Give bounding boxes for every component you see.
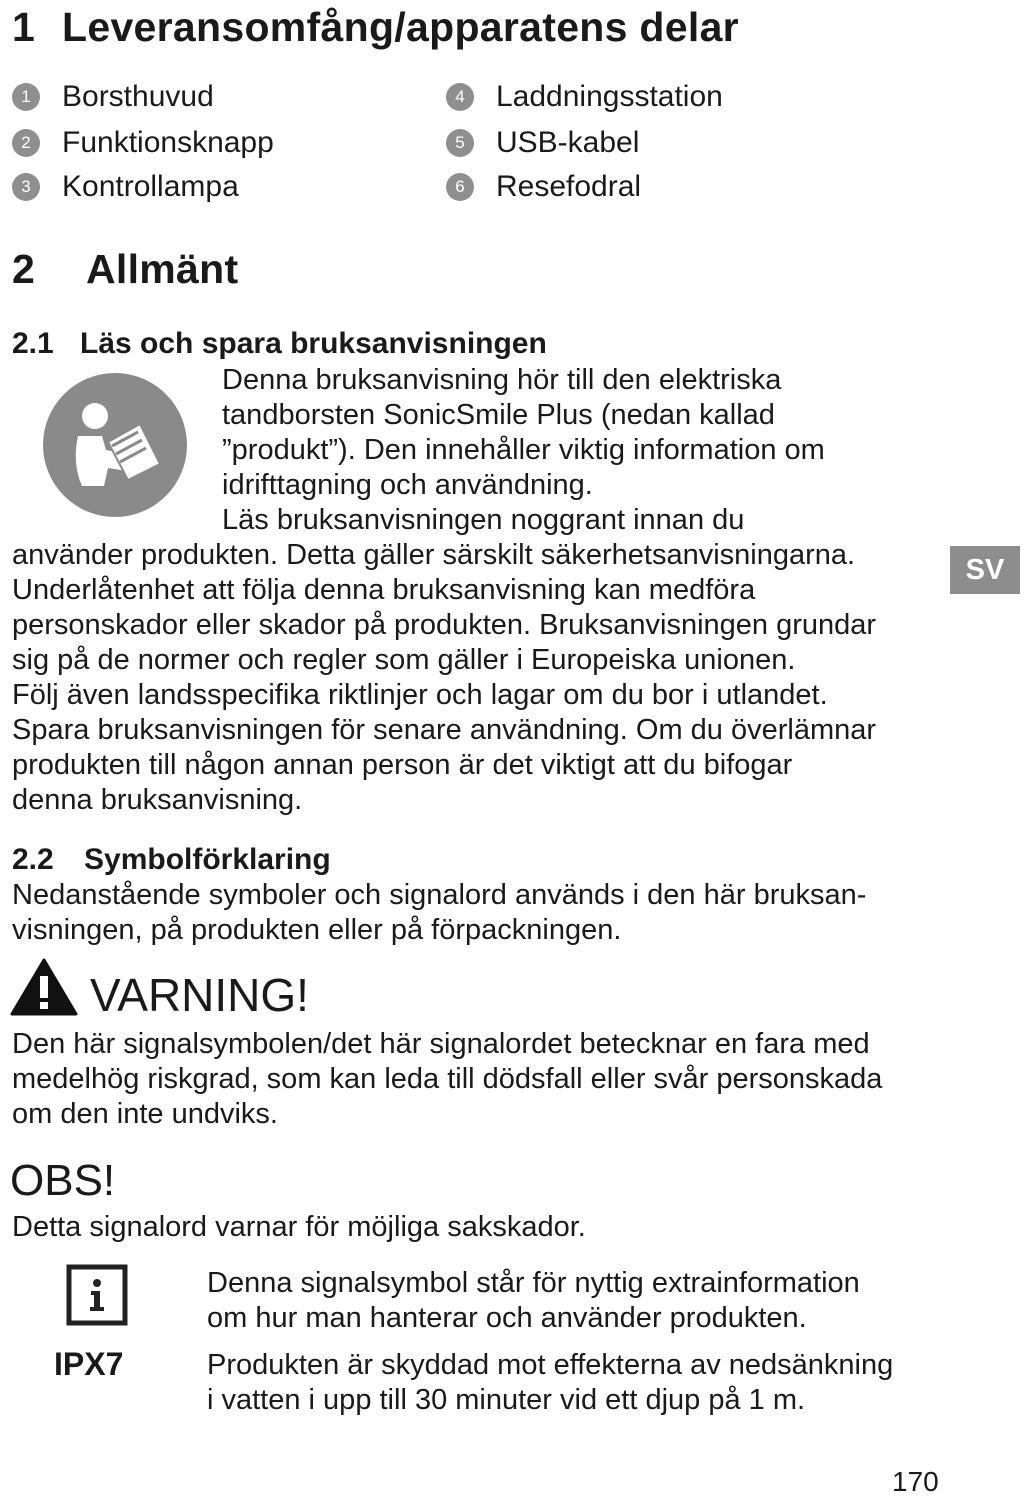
subsection-number: 2.1 — [12, 327, 54, 360]
part-number-badge: 2 — [12, 129, 40, 157]
text-line: Spara bruksanvisningen för senare användning. Om du överlämnar — [12, 714, 877, 746]
part-number-badge: 1 — [12, 83, 40, 111]
part-label: Kontrollampa — [62, 170, 239, 203]
text-line: sig på de normer och regler som gäller i Europeiska unionen. — [12, 644, 796, 676]
text-line: Produkten är skyddad mot effekterna av nedsänkning — [207, 1349, 894, 1381]
part-item-6 — [446, 170, 641, 204]
text-line: Underlåtenhet att följa denna bruksanvisning kan medföra — [12, 574, 756, 606]
part-number-badge: 4 — [446, 83, 474, 111]
section-number: 2 — [12, 246, 36, 292]
part-label: Funktionsknapp — [62, 126, 274, 159]
subsection-2-1-heading — [12, 327, 547, 361]
ipx7-text — [207, 1348, 893, 1418]
part-label: Borsthuvud — [62, 80, 214, 113]
text-line: Nedanstående symboler och signalord används i den här bruksan- — [12, 879, 867, 911]
part-label: Resefodral — [496, 170, 642, 203]
section-title: Leveransomfång/apparatens delar — [62, 4, 739, 50]
text-line: idrifttagning och användning. — [222, 469, 593, 501]
warning-title: VARNING! — [90, 969, 309, 1021]
text-line: produkten till någon annan person är det viktigt att du bifogar — [12, 749, 793, 781]
text-line: i vatten i upp till 30 minuter vid ett djup på 1 m. — [207, 1384, 806, 1416]
text-line: Denna signalsymbol står för nyttig extrainformation — [207, 1267, 860, 1299]
text-line: använder produkten. Detta gäller särskilt säkerhetsanvisningarna. — [12, 539, 856, 571]
language-tab: SV — [950, 546, 1020, 594]
notice-text: Detta signalord varnar för möjliga sakskador. — [12, 1211, 586, 1243]
text-line: ”produkt”). Den innehåller viktig information om — [222, 434, 825, 466]
text-line: Läs bruksanvisningen noggrant innan du — [222, 504, 745, 536]
warning-triangle-icon — [10, 958, 78, 1016]
subsection-2-2-heading — [12, 843, 331, 877]
read-manual-icon — [42, 372, 188, 518]
section-title: Allmänt — [86, 246, 239, 292]
text-line: om den inte undviks. — [12, 1098, 278, 1130]
subsection-title: Symbolförklaring — [84, 843, 331, 876]
info-icon — [66, 1264, 128, 1326]
part-number-badge: 3 — [12, 173, 40, 201]
part-label: USB-kabel — [496, 126, 640, 159]
page-number: 170 — [892, 1466, 939, 1497]
section-1-heading — [12, 4, 739, 51]
part-number-badge: 5 — [446, 129, 474, 157]
text-line: visningen, på produkten eller på förpackningen. — [12, 914, 622, 946]
subsection-title: Läs och spara bruksanvisningen — [80, 327, 547, 360]
subsection-2-1-text-indented — [222, 363, 825, 538]
subsection-number: 2.2 — [12, 843, 54, 876]
ipx7-label: IPX7 — [54, 1346, 124, 1382]
text-line: personskador eller skador på produkten. Bruksanvisningen grundar — [12, 609, 877, 641]
text-line: Den här signalsymbolen/det här signalordet betecknar en fara med — [12, 1028, 870, 1060]
notice-title: OBS! — [10, 1156, 116, 1205]
part-item-2 — [12, 126, 274, 160]
text-line: Följ även landsspecifika riktlinjer och lagar om du bor i utlandet. — [12, 679, 828, 711]
part-item-1 — [12, 80, 214, 114]
part-item-4 — [446, 80, 723, 114]
part-number-badge: 6 — [446, 173, 474, 201]
info-text — [207, 1266, 860, 1336]
subsection-2-1-text — [12, 538, 876, 818]
part-label: Laddningsstation — [496, 80, 723, 113]
text-line: denna bruksanvisning. — [12, 784, 303, 816]
text-line: om hur man hanterar och använder produkten. — [207, 1302, 807, 1334]
section-number: 1 — [12, 4, 36, 50]
text-line: Denna bruksanvisning hör till den elektriska — [222, 364, 782, 396]
part-item-5 — [446, 126, 639, 160]
warning-text — [12, 1027, 882, 1132]
text-line: tandborsten SonicSmile Plus (nedan kallad — [222, 399, 775, 431]
part-item-3 — [12, 170, 239, 204]
section-2-heading — [12, 246, 238, 293]
subsection-2-2-text — [12, 878, 866, 948]
text-line: medelhög riskgrad, som kan leda till dödsfall eller svår personskada — [12, 1063, 883, 1095]
